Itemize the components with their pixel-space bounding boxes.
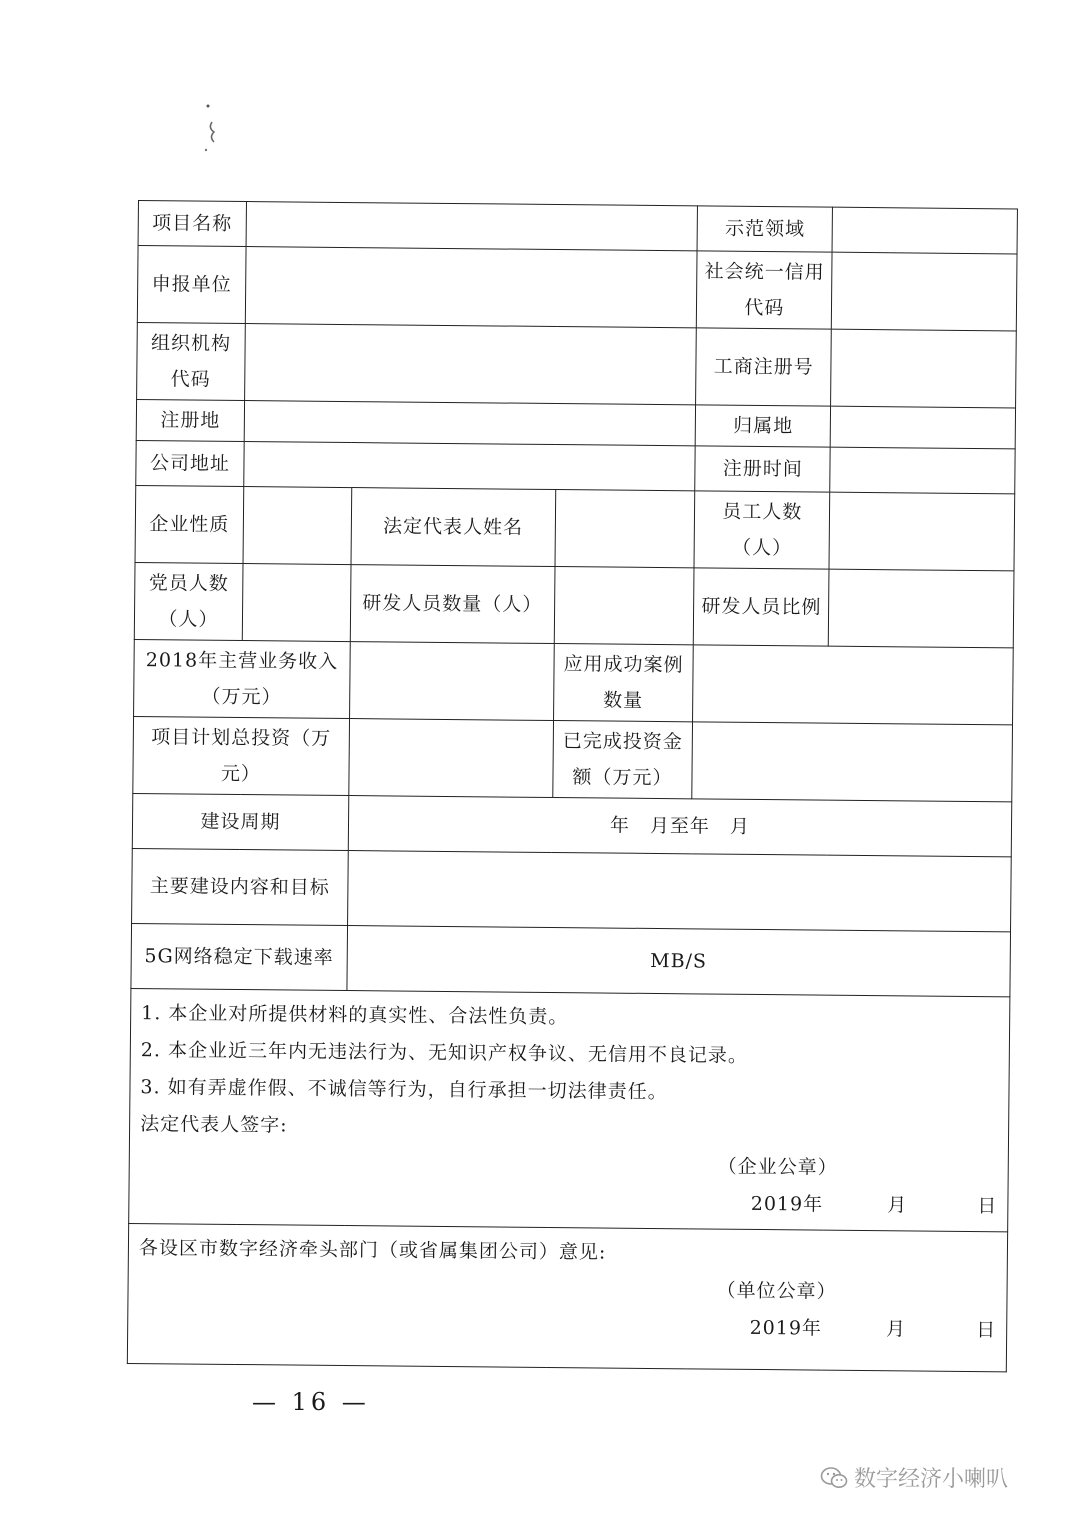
opinion-month: 月: [885, 1318, 907, 1341]
project-name-label: 项目名称: [138, 201, 246, 247]
main-content-field[interactable]: [347, 851, 1011, 932]
party-member-count-field[interactable]: [242, 564, 351, 642]
declaration-item-1: 1. 本企业对所提供材料的真实性、合法性负责。: [141, 1002, 569, 1029]
employee-count-field[interactable]: [829, 492, 1014, 571]
planned-investment-field[interactable]: [349, 719, 553, 798]
download-rate-label: 5G网络稳定下载速率: [131, 923, 347, 990]
rd-staff-count-label: 研发人员数量（人）: [350, 565, 554, 644]
success-cases-field[interactable]: [693, 645, 1013, 725]
declaration-item-2: 2. 本企业近三年内无违法行为、无知识产权争议、无信用不良记录。: [140, 1039, 749, 1067]
enterprise-seal-label: （企业公章）: [717, 1155, 838, 1179]
watermark-text: 数字经济小喇叭: [854, 1467, 1009, 1492]
opinion-label: 各设区市数字经济牵头部门（或省属集团公司）意见:: [138, 1237, 607, 1264]
belonging-place-field[interactable]: [830, 406, 1015, 449]
declaration-cell: [129, 988, 1010, 1231]
reg-time-field[interactable]: [830, 447, 1015, 494]
opinion-cell: [127, 1223, 1007, 1371]
belonging-place-label: 归属地: [696, 405, 831, 447]
enterprise-nature-label: 企业性质: [135, 485, 244, 563]
download-rate-unit[interactable]: MB/S: [347, 926, 1011, 997]
unit-seal-label: （单位公章）: [716, 1279, 837, 1303]
org-code-label: 组织机构代码: [137, 322, 246, 400]
completed-investment-field[interactable]: [692, 722, 1012, 802]
revenue-2018-field[interactable]: [349, 642, 553, 721]
declaration-day: 日: [977, 1195, 998, 1218]
wechat-icon: [820, 1466, 848, 1490]
opinion-date: [138, 1304, 996, 1349]
opinion-year: 2019年: [749, 1316, 823, 1340]
scan-speck-mark: [200, 100, 220, 160]
credit-code-field[interactable]: [832, 252, 1017, 331]
reg-place-label: 注册地: [136, 399, 244, 441]
legal-rep-name-field[interactable]: [555, 490, 696, 568]
employee-count-label: 员工人数（人）: [694, 491, 830, 569]
declaration-date: [139, 1180, 997, 1225]
applicant-unit-field[interactable]: [245, 247, 697, 328]
watermark: [820, 1462, 1008, 1493]
success-cases-label: 应用成功案例数量: [553, 644, 694, 722]
demo-field-field[interactable]: [832, 207, 1017, 254]
main-content-label: 主要建设内容和目标: [132, 848, 348, 925]
company-address-field[interactable]: [244, 442, 696, 491]
business-reg-no-label: 工商注册号: [696, 328, 832, 406]
declaration-month: 月: [887, 1194, 908, 1217]
revenue-2018-label: 2018年主营业务收入（万元）: [134, 639, 350, 718]
project-name-field[interactable]: [246, 202, 698, 251]
declaration-year: 2019年: [750, 1192, 824, 1216]
rd-staff-ratio-field[interactable]: [829, 569, 1014, 648]
application-form-table: [127, 200, 1018, 1372]
party-member-count-label: 党员人数（人）: [134, 562, 243, 640]
legal-rep-name-label: 法定代表人姓名: [351, 488, 555, 567]
rd-staff-ratio-label: 研发人员比例: [694, 568, 830, 646]
business-reg-no-field[interactable]: [831, 329, 1016, 408]
applicant-unit-label: 申报单位: [137, 246, 246, 324]
opinion-day: 日: [976, 1319, 997, 1342]
reg-time-label: 注册时间: [695, 446, 830, 492]
company-address-label: 公司地址: [136, 440, 244, 486]
rd-staff-count-field[interactable]: [554, 567, 695, 645]
construction-period-label: 建设周期: [132, 793, 348, 850]
reg-place-field[interactable]: [244, 401, 696, 446]
demo-field-label: 示范领域: [697, 206, 832, 252]
planned-investment-label: 项目计划总投资（万元）: [133, 716, 349, 795]
completed-investment-label: 已完成投资金额（万元）: [552, 721, 693, 799]
declaration-item-3: 3. 如有弄虚作假、不诚信等行为，自行承担一切法律责任。: [140, 1076, 668, 1104]
page-number: — 16 —: [252, 1388, 370, 1416]
construction-period-value[interactable]: 年 月至年 月: [348, 796, 1012, 857]
credit-code-label: 社会统一信用代码: [697, 251, 833, 329]
enterprise-nature-field[interactable]: [243, 487, 352, 565]
legal-rep-signature-label[interactable]: 法定代表人签字:: [140, 1113, 288, 1137]
org-code-field[interactable]: [245, 324, 697, 405]
